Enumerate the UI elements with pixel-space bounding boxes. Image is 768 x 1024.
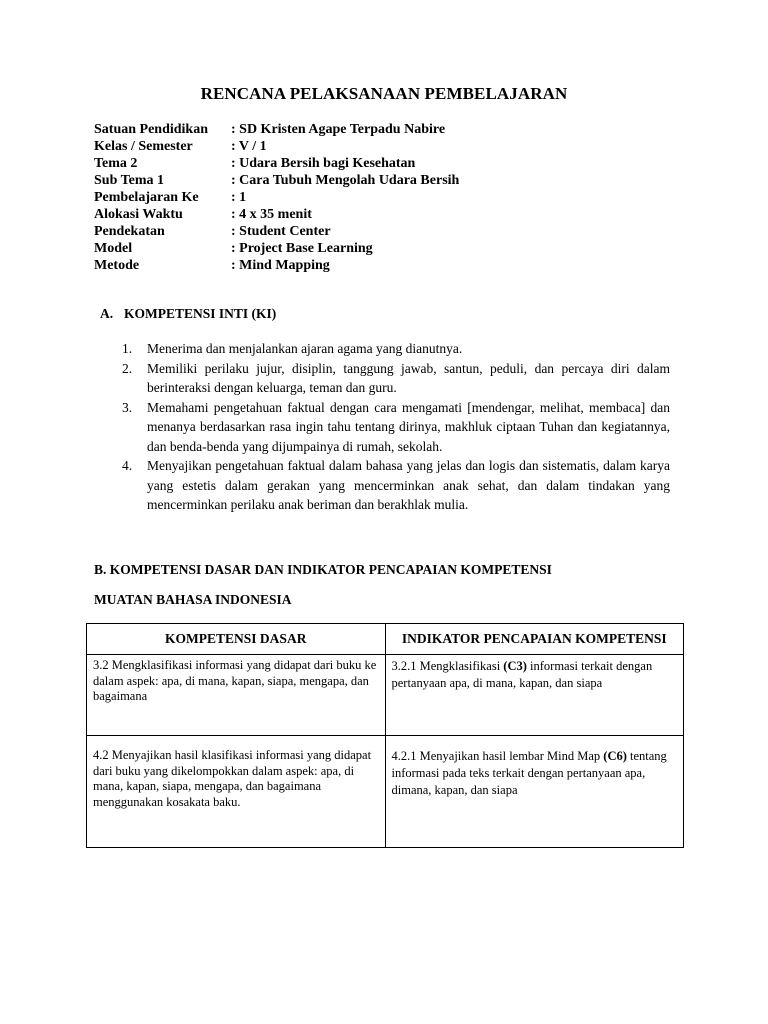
section-b-heading: B. KOMPETENSI DASAR DAN INDIKATOR PENCAPAIAN KOMPETENSI — [94, 562, 552, 577]
meta-value: : V / 1 — [231, 139, 267, 154]
meta-label: Kelas / Semester — [94, 139, 193, 154]
kd-cell: 4.2 Menyajikan hasil klasifikasi informasi yang didapat dari buku yang dikelompokkan dalam aspek: apa, di mana, kapan, siapa, mengapa, dan bagaimana menggunakan kosakata baku. — [87, 736, 386, 848]
indicator-text-pre: 4.2.1 Menyajikan hasil lembar Mind Map — [391, 749, 604, 763]
meta-value: : Udara Bersih bagi Kesehatan — [231, 156, 416, 171]
meta-label: Tema 2 — [94, 156, 138, 171]
ki-number: 2. — [122, 360, 133, 376]
section-a-heading — [100, 306, 276, 322]
indicator-level: (C3) — [503, 659, 527, 673]
meta-label: Pembelajaran Ke — [94, 190, 199, 205]
meta-value: : 4 x 35 menit — [231, 207, 312, 222]
meta-label: Pendekatan — [94, 224, 165, 239]
meta-label: Model — [94, 241, 133, 256]
table-row — [87, 655, 684, 736]
indicator-level: (C6) — [603, 749, 627, 763]
meta-value: : Cara Tubuh Mengolah Udara Bersih — [231, 173, 460, 188]
ki-text: Menerima dan menjalankan ajaran agama yang dianutnya. — [147, 341, 463, 356]
meta-row — [94, 138, 459, 155]
table-row — [87, 736, 684, 848]
ki-item — [122, 398, 670, 457]
ki-list — [122, 339, 670, 515]
section-a-letter: A. — [100, 306, 114, 321]
muatan-heading: MUATAN BAHASA INDONESIA — [94, 592, 292, 607]
document-title: RENCANA PELAKSANAAN PEMBELAJARAN — [200, 84, 568, 103]
header-indikator: INDIKATOR PENCAPAIAN KOMPETENSI — [385, 624, 684, 655]
meta-value: : Mind Mapping — [231, 258, 330, 273]
ki-item — [122, 339, 670, 359]
ki-text: Memiliki perilaku jujur, disiplin, tanggung jawab, santun, peduli, dan percaya diri dalam berinteraksi dengan keluarga, teman dan guru. — [147, 360, 670, 395]
meta-row — [94, 240, 459, 257]
indicator-text-pre: 3.2.1 Mengklasifikasi — [391, 659, 504, 673]
ki-number: 1. — [122, 341, 133, 356]
ki-item — [122, 456, 670, 515]
meta-row — [94, 257, 459, 274]
section-a-title: KOMPETENSI INTI (KI) — [124, 306, 277, 321]
indicator-text — [392, 749, 667, 797]
meta-row — [94, 155, 459, 172]
ki-item — [122, 359, 670, 398]
table-header-row — [87, 624, 684, 655]
header-kompetensi-dasar: KOMPETENSI DASAR — [87, 624, 386, 655]
meta-label: Alokasi Waktu — [94, 207, 183, 222]
meta-label: Metode — [94, 258, 140, 273]
ki-text: Menyajikan pengetahuan faktual dalam bahasa yang jelas dan logis dan sistematis, dalam karya yang estetis dalam gerakan yang mencerminkan anak sehat, dan dalam tindakan yang mencerminkan perilaku anak beriman dan berakhlak mulia. — [147, 458, 670, 512]
meta-row — [94, 189, 459, 206]
indicator-text — [392, 659, 653, 690]
meta-row — [94, 206, 459, 223]
competency-table — [86, 623, 684, 848]
ki-number: 3. — [122, 399, 133, 415]
indicator-text-post: informasi terkait dengan pertanyaan apa, di mana, kapan, dan siapa — [391, 659, 653, 690]
meta-label: Satuan Pendidikan — [94, 122, 208, 137]
indicator-cell — [385, 736, 684, 848]
meta-row — [94, 172, 459, 189]
meta-value: : Student Center — [231, 224, 331, 239]
ki-text: Memahami pengetahuan faktual dengan cara mengamati [mendengar, melihat, membaca] dan menanya berdasarkan rasa ingin tahu tentang dirinya, makhluk ciptaan Tuhan dan kegiatannya, dan benda-benda yang dijumpainya di rumah, sekolah. — [147, 399, 670, 454]
meta-row — [94, 121, 459, 138]
identity-block — [94, 121, 459, 274]
kd-cell: 3.2 Mengklasifikasi informasi yang didapat dari buku ke dalam aspek: apa, di mana, kapan, siapa, mengapa, dan bagaimana — [87, 655, 386, 736]
meta-label: Sub Tema 1 — [94, 173, 165, 188]
indicator-text-post: tentang informasi pada teks terkait dengan pertanyaan apa, dimana, kapan, dan siapa — [391, 749, 667, 797]
ki-number: 4. — [122, 458, 133, 473]
meta-value: : 1 — [231, 190, 247, 205]
meta-value: : Project Base Learning — [231, 241, 373, 256]
meta-row — [94, 223, 459, 240]
indicator-cell — [385, 655, 684, 736]
meta-value: : SD Kristen Agape Terpadu Nabire — [231, 122, 446, 137]
